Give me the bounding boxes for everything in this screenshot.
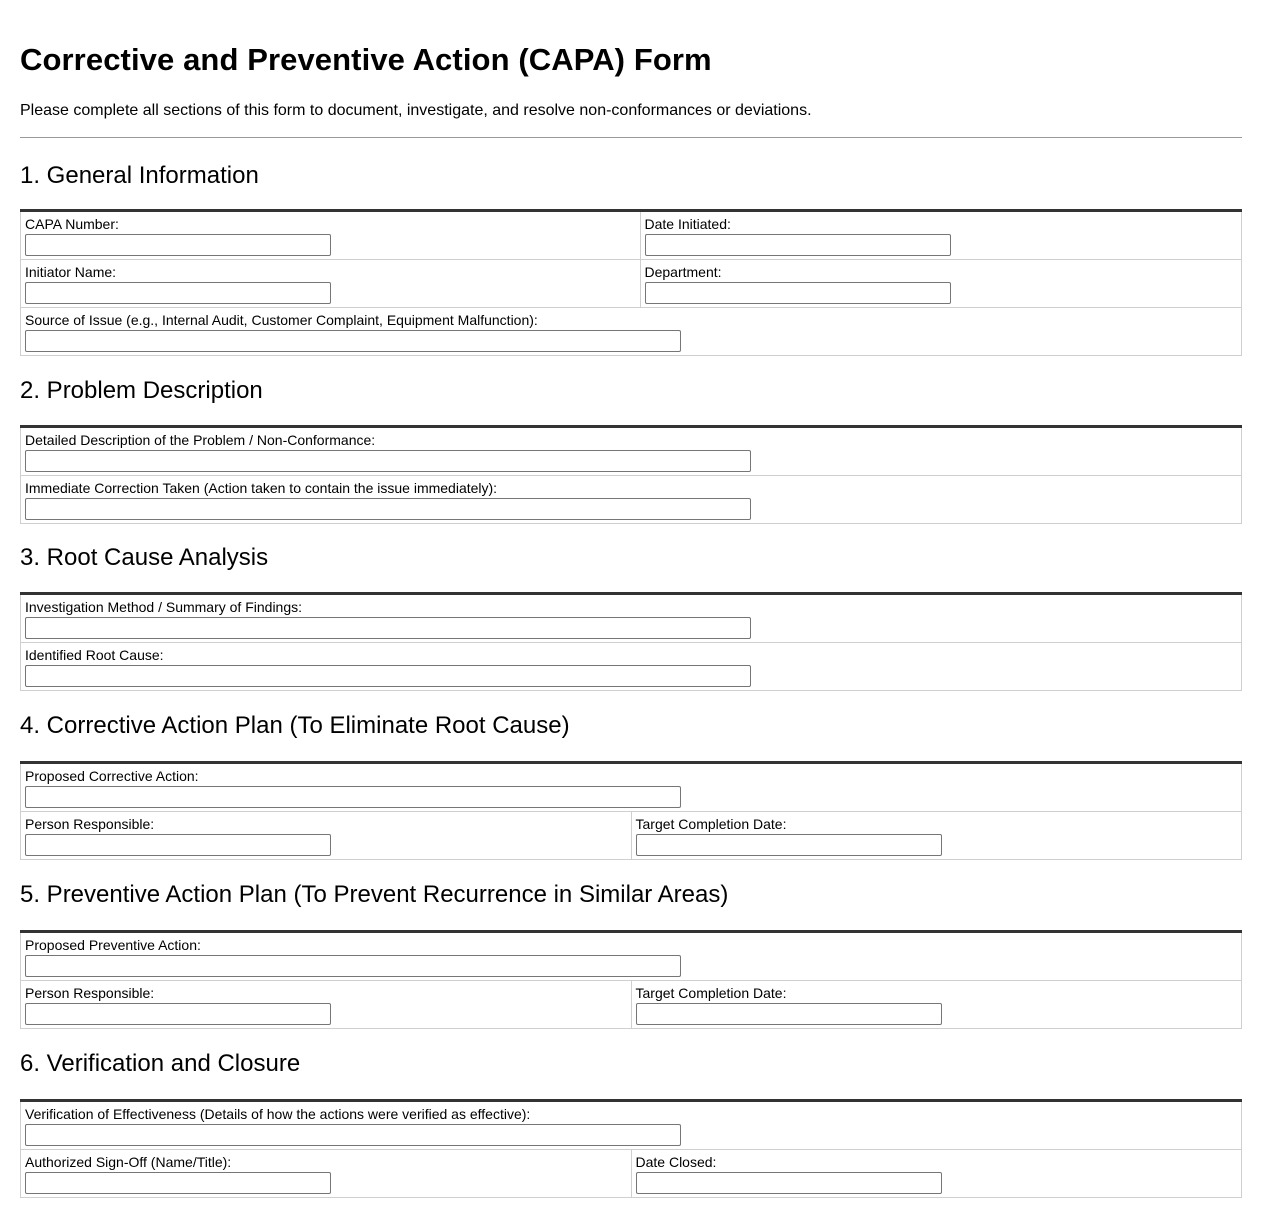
investigation-method-cell [21, 594, 1242, 643]
section-preventive-action-plan [20, 879, 1242, 1029]
investigation-method-label: Investigation Method / Summary of Findings: [25, 599, 303, 615]
source-of-issue-cell [21, 308, 1242, 356]
authorized-signoff-input[interactable] [25, 1172, 331, 1194]
date-initiated-label: Date Initiated: [644, 216, 731, 232]
section-title: 5. Preventive Action Plan (To Prevent Recurrence in Similar Areas) [20, 881, 729, 908]
initiator-name-label: Initiator Name: [25, 264, 117, 280]
section-corrective-action-plan [20, 710, 1242, 860]
preventive-person-responsible-cell [21, 981, 632, 1029]
date-closed-input[interactable] [636, 1172, 942, 1194]
preventive-action-table [20, 930, 1242, 1029]
corrective-action-table [20, 761, 1242, 860]
section-title: 4. Corrective Action Plan (To Eliminate Root Cause) [20, 712, 570, 739]
verification-closure-table [20, 1099, 1242, 1198]
preventive-person-responsible-label: Person Responsible: [25, 985, 155, 1001]
verification-label: Verification of Effectiveness (Details of how the actions were verified as effective): [25, 1106, 531, 1122]
authorized-signoff-cell [21, 1150, 632, 1198]
section-title: 1. General Information [20, 162, 259, 189]
corrective-target-date-cell [631, 812, 1242, 860]
initiator-name-cell [21, 260, 641, 308]
proposed-corrective-action-label: Proposed Corrective Action: [25, 768, 199, 784]
immediate-correction-label: Immediate Correction Taken (Action taken to contain the issue immediately): [25, 480, 498, 496]
proposed-preventive-action-cell [21, 932, 1242, 981]
proposed-corrective-action-input[interactable] [25, 786, 681, 808]
preventive-target-date-input[interactable] [636, 1003, 942, 1025]
source-of-issue-input[interactable] [25, 330, 681, 352]
section-title: 3. Root Cause Analysis [20, 544, 269, 571]
date-closed-label: Date Closed: [635, 1154, 717, 1170]
detailed-description-label: Detailed Description of the Problem / Non-Conformance: [25, 432, 376, 448]
detailed-description-cell [21, 427, 1242, 476]
header-divider [20, 137, 1242, 138]
department-label: Department: [644, 264, 722, 280]
capa-number-label: CAPA Number: [25, 216, 119, 232]
capa-number-cell [21, 211, 641, 260]
problem-description-table [20, 425, 1242, 524]
corrective-target-date-label: Target Completion Date: [635, 816, 787, 832]
section-title: 6. Verification and Closure [20, 1050, 301, 1077]
identified-root-cause-cell [21, 643, 1242, 691]
date-closed-cell [631, 1150, 1242, 1198]
capa-number-input[interactable] [25, 234, 331, 256]
immediate-correction-input[interactable] [25, 498, 751, 520]
corrective-person-responsible-label: Person Responsible: [25, 816, 155, 832]
corrective-target-date-input[interactable] [636, 834, 942, 856]
investigation-method-input[interactable] [25, 617, 751, 639]
department-input[interactable] [645, 282, 951, 304]
section-problem-description [20, 375, 1242, 524]
detailed-description-input[interactable] [25, 450, 751, 472]
root-cause-table [20, 592, 1242, 691]
page-title: Corrective and Preventive Action (CAPA) Form [20, 42, 712, 77]
preventive-target-date-label: Target Completion Date: [635, 985, 787, 1001]
form-instructions: Please complete all sections of this form to document, investigate, and resolve non-conformances or deviations. [20, 102, 812, 119]
verification-input[interactable] [25, 1124, 681, 1146]
corrective-person-responsible-input[interactable] [25, 834, 331, 856]
proposed-preventive-action-input[interactable] [25, 955, 681, 977]
authorized-signoff-label: Authorized Sign-Off (Name/Title): [25, 1154, 232, 1170]
identified-root-cause-label: Identified Root Cause: [25, 647, 164, 663]
section-verification-and-closure [20, 1048, 1242, 1198]
immediate-correction-cell [21, 476, 1242, 524]
proposed-corrective-action-cell [21, 763, 1242, 812]
preventive-target-date-cell [631, 981, 1242, 1029]
proposed-preventive-action-label: Proposed Preventive Action: [25, 937, 201, 953]
source-of-issue-label: Source of Issue (e.g., Internal Audit, Customer Complaint, Equipment Malfunction): [25, 312, 538, 328]
section-general-information [20, 160, 1242, 356]
verification-cell [21, 1101, 1242, 1150]
identified-root-cause-input[interactable] [25, 665, 751, 687]
date-initiated-input[interactable] [645, 234, 951, 256]
section-title: 2. Problem Description [20, 377, 263, 404]
general-information-table [20, 209, 1242, 356]
department-cell [640, 260, 1242, 308]
section-root-cause-analysis [20, 542, 1242, 691]
preventive-person-responsible-input[interactable] [25, 1003, 331, 1025]
initiator-name-input[interactable] [25, 282, 331, 304]
corrective-person-responsible-cell [21, 812, 632, 860]
date-initiated-cell [640, 211, 1242, 260]
